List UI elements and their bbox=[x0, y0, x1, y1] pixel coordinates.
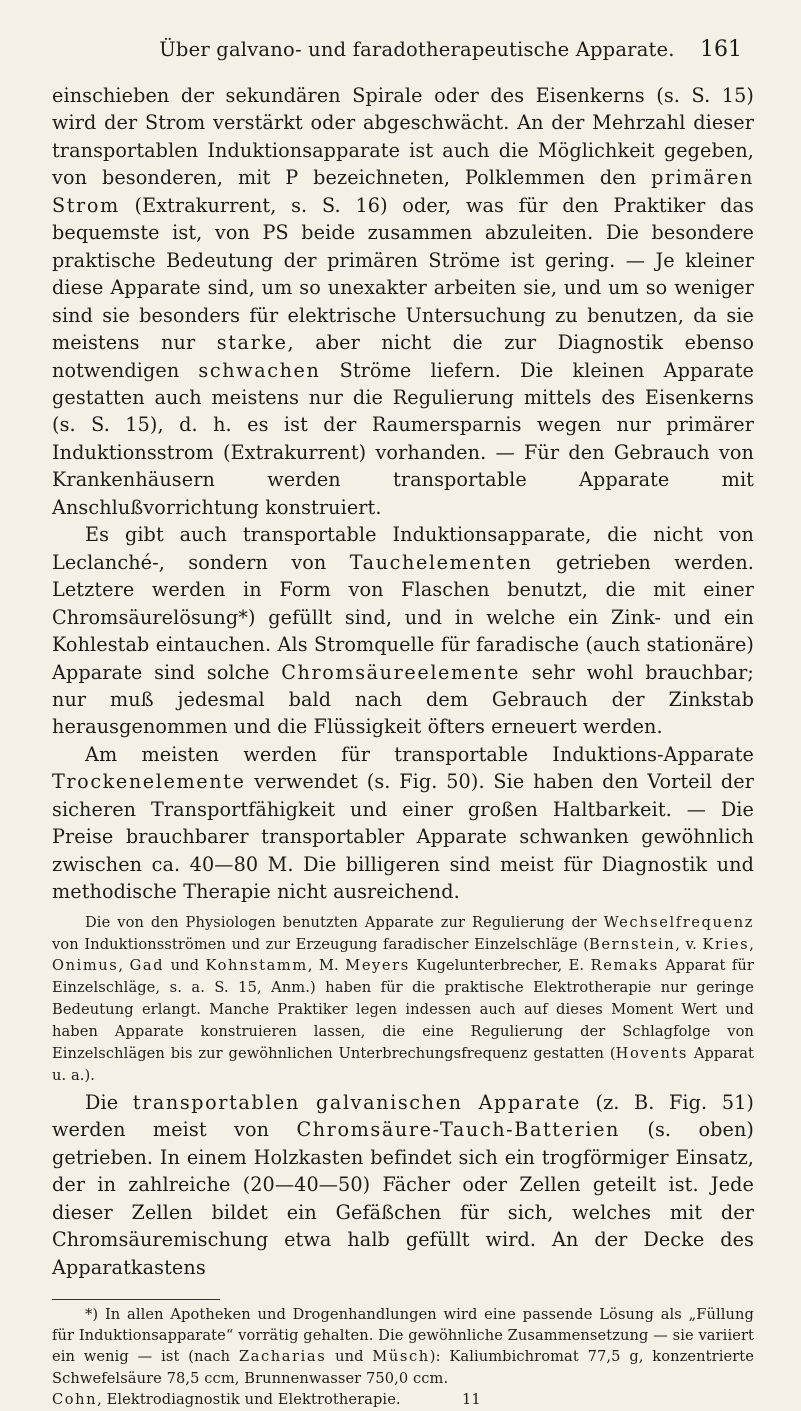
running-title: Über galvano- und faradotherapeutische Apparate. bbox=[159, 38, 675, 61]
text-run: (s. oben) getrieben. In einem Holzkasten befindet sich ein trogförmiger Einsatz, der in zahlreiche (20—40—50) Fächer oder Zellen geteilt ist. Jede dieser Zellen bildet ein Gefäßchen für sich, welches mit der Chromsäuremischung etwa halb gefüllt wird. An der Decke des Apparatkastens bbox=[52, 1118, 754, 1279]
spaced-emphasis: transportablen galvanischen Apparate bbox=[132, 1090, 581, 1114]
text-run: Kugelunterbrecher, E. bbox=[409, 957, 591, 975]
text-run: , bbox=[118, 957, 130, 975]
spaced-emphasis: Trockenelemente bbox=[52, 770, 246, 794]
body-text bbox=[52, 82, 754, 1411]
spaced-emphasis: Bernstein bbox=[589, 935, 676, 953]
text-run: Am meisten werden für transportable Induktions-Apparate bbox=[85, 742, 754, 766]
spaced-emphasis: Müsch bbox=[372, 1348, 430, 1366]
text-run: sehr wohl brauchbar; nur muß jedesmal bald nach dem Gebrauch der Zinkstab herausgenommen und die Flüssigkeit öfters erneuert werden. bbox=[52, 660, 754, 739]
text-run: Die bbox=[85, 1090, 133, 1114]
text-run: verwendet (s. Fig. 50). Sie haben den Vorteil der sicheren Transportfähigkeit und einer großen Haltbarkeit. — Die Preise brauchbarer transportabler Apparate schwanken gewöhnlich zwischen ca. 40—80 M. Die billigeren sind meist für Diagnostik und methodische Therapie nicht ausreichend. bbox=[52, 770, 754, 904]
text-run: von Induktionsströmen und zur Erzeugung faradischer Einzelschläge ( bbox=[52, 935, 590, 953]
spaced-emphasis: Chromsäureelemente bbox=[281, 660, 520, 684]
spaced-emphasis: Zacharias bbox=[238, 1348, 327, 1366]
text-run: Die von den Physiologen benutzten Apparate zur Regulierung der bbox=[85, 913, 604, 931]
spaced-emphasis: Hovents bbox=[615, 1045, 689, 1063]
text-run: einschieben der sekundären Spirale oder des Eisenkerns (s. S. 15) wird der Strom verstärkt oder abgeschwächt. An der Mehrzahl dieser transportablen Induktionsapparate ist auch die Möglichkeit gegeben, von besonderen, mit P bezeichneten, Polklemmen den bbox=[52, 84, 754, 190]
small-print-paragraph bbox=[52, 912, 754, 1087]
spaced-emphasis: Chromsäure-Tauch-Batterien bbox=[296, 1118, 620, 1142]
spaced-emphasis: Kohnstamm bbox=[205, 957, 308, 975]
small-print-note bbox=[52, 912, 754, 1087]
text-run: *) In allen Apotheken und Drogenhandlungen wird eine passende Lösung als „Füllung für Induktionsapparate“ vorrätig gehalten. Die gewöhnliche Zusammensetzung — sie variiert ein wenig — ist (nach bbox=[52, 1306, 754, 1366]
page-number: 161 bbox=[700, 37, 742, 62]
spaced-emphasis: Gad bbox=[129, 957, 165, 975]
text-run: , aber nicht die zur Diagnostik ebenso notwendigen bbox=[52, 331, 754, 382]
signature-line bbox=[52, 1389, 754, 1411]
spaced-emphasis: starke bbox=[216, 331, 288, 355]
text-run: , M. bbox=[307, 957, 346, 975]
spaced-emphasis: Tauchelementen bbox=[349, 550, 533, 574]
footnote-divider bbox=[52, 1299, 220, 1300]
paragraph-1 bbox=[52, 82, 754, 521]
spaced-emphasis: Onimus bbox=[52, 957, 119, 975]
spaced-emphasis: Wechselfrequenz bbox=[603, 913, 754, 931]
spaced-emphasis: primären Strom bbox=[52, 166, 754, 217]
text-run: getrieben werden. Letztere werden in Form von Flaschen benutzt, die mit einer Chromsäurelösung*) gefüllt sind, und in welche ein Zink- und ein Kohlestab eintauchen. Als Stromquelle für faradische (auch stationäre) Apparate sind solche bbox=[52, 550, 754, 684]
signature-title: , Elektrodiagnostik und Elektrotherapie. bbox=[97, 1390, 401, 1408]
text-run: (Extrakurrent, s. S. 16) oder, was für den Praktiker das bequemste ist, von PS beide zusammen abzuleiten. Die besondere praktische Bedeutung der primären Ströme ist gering. — Je kleiner diese Apparate sind, um so unexakter arbeiten sie, und um so weniger sind sie besonders für elektrische Untersuchung zu benutzen, da sie meistens nur bbox=[52, 193, 754, 355]
spaced-emphasis: Meyers bbox=[345, 957, 410, 975]
spaced-emphasis: Remaks bbox=[590, 957, 659, 975]
paragraph-3 bbox=[52, 741, 754, 906]
text-run: , v. bbox=[675, 935, 703, 953]
footnote bbox=[52, 1304, 754, 1389]
spaced-emphasis: Kries bbox=[702, 935, 750, 953]
text-run: , bbox=[749, 935, 754, 953]
text-run: (z. B. Fig. 51) werden meist von bbox=[52, 1090, 755, 1142]
footnote-text bbox=[52, 1304, 754, 1389]
text-run: Ströme liefern. Die kleinen Apparate gestatten auch meistens nur die Regulierung mittels des Eisenkerns (s. S. 15), d. h. es ist der Raumersparnis wegen nur primärer Induktionsstrom (Extrakurrent) vorhanden. — Für den Gebrauch von Krankenhäusern werden transportable Apparate mit Anschlußvorrichtung konstruiert. bbox=[52, 358, 754, 519]
spaced-emphasis: schwachen bbox=[198, 358, 321, 382]
paragraph-4 bbox=[52, 1089, 754, 1281]
signature-author: Cohn bbox=[52, 1390, 98, 1408]
signature-sheet-number: 11 bbox=[462, 1390, 481, 1408]
signature-book bbox=[52, 1389, 401, 1411]
text-run: Es gibt auch transportable Induktionsapparate, die nicht von Leclanché-, sondern von bbox=[52, 523, 754, 574]
text-run: Apparat u. a.). bbox=[52, 1045, 755, 1084]
text-run: und bbox=[164, 957, 206, 975]
running-header bbox=[52, 38, 742, 62]
text-run: und bbox=[326, 1348, 373, 1366]
paragraph-2 bbox=[52, 521, 754, 741]
text-run: ): Kaliumbichromat 77,5 g, konzentrierte Schwefelsäure 78,5 ccm, Brunnenwasser 750,0 ccm. bbox=[52, 1348, 754, 1387]
text-run: Apparat für Einzelschläge, s. a. S. 15, Anm.) haben für die praktische Elektrotherapie nur geringe Bedeutung erlangt. Manche Praktiker legen indessen auch auf dieses Moment Wert und haben Apparate konstruieren lassen, die eine Regulierung der Schlagfolge von Einzelschlägen bis zur gewöhnlichen Unterbrechungsfrequenz gestatten ( bbox=[52, 957, 754, 1063]
